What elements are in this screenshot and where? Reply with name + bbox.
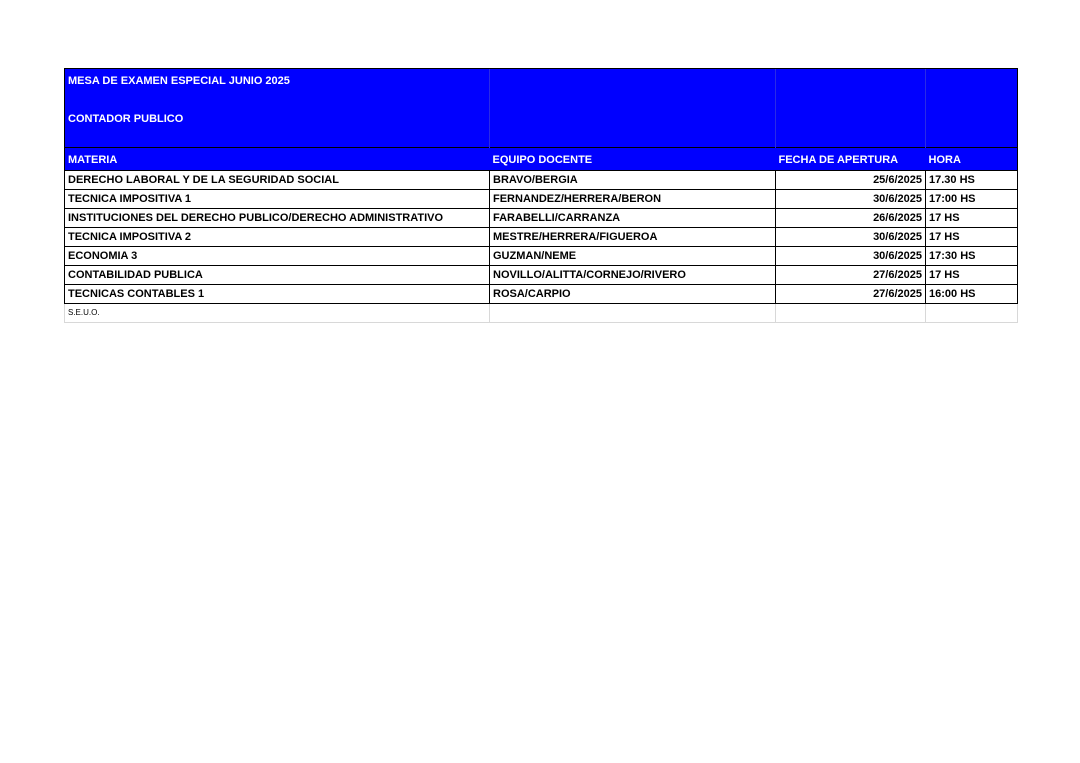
cell-hora: 17:00 HS (926, 189, 1018, 208)
table-row (65, 170, 1018, 189)
table-row (65, 227, 1018, 246)
cell-equipo: ROSA/CARPIO (490, 284, 776, 303)
column-header-fecha: FECHA DE APERTURA (776, 147, 926, 170)
cell-fecha: 27/6/2025 (776, 265, 926, 284)
cell-materia: TECNICA IMPOSITIVA 1 (65, 189, 490, 208)
cell-hora: 17:30 HS (926, 246, 1018, 265)
cell-materia: INSTITUCIONES DEL DERECHO PUBLICO/DERECHO ADMINISTRATIVO (65, 208, 490, 227)
cell-hora: 17 HS (926, 227, 1018, 246)
title-row (65, 69, 1018, 95)
column-header-materia: MATERIA (65, 147, 490, 170)
cell-fecha: 25/6/2025 (776, 170, 926, 189)
cell-equipo: NOVILLO/ALITTA/CORNEJO/RIVERO (490, 265, 776, 284)
cell-equipo: FARABELLI/CARRANZA (490, 208, 776, 227)
cell-hora: 17.30 HS (926, 170, 1018, 189)
page-subtitle: CONTADOR PUBLICO (65, 107, 490, 132)
column-header-equipo: EQUIPO DOCENTE (490, 147, 776, 170)
table-row (65, 265, 1018, 284)
cell-fecha: 30/6/2025 (776, 246, 926, 265)
cell-materia: DERECHO LABORAL Y DE LA SEGURIDAD SOCIAL (65, 170, 490, 189)
table-row (65, 208, 1018, 227)
cell-equipo: BRAVO/BERGIA (490, 170, 776, 189)
cell-equipo: MESTRE/HERRERA/FIGUEROA (490, 227, 776, 246)
cell-hora: 17 HS (926, 208, 1018, 227)
footer-note: S.E.U.O. (65, 303, 490, 322)
cell-materia: CONTABILIDAD PUBLICA (65, 265, 490, 284)
cell-equipo: FERNANDEZ/HERRERA/BERON (490, 189, 776, 208)
column-header-hora: HORA (926, 147, 1018, 170)
cell-hora: 17 HS (926, 265, 1018, 284)
cell-materia: ECONOMIA 3 (65, 246, 490, 265)
subtitle-row (65, 107, 1018, 132)
exam-schedule-sheet (64, 68, 1017, 323)
table-row (65, 189, 1018, 208)
exam-schedule-table (64, 68, 1018, 323)
table-header-row (65, 147, 1018, 170)
table-row (65, 246, 1018, 265)
cell-fecha: 26/6/2025 (776, 208, 926, 227)
footer-row (65, 303, 1018, 322)
table-row (65, 284, 1018, 303)
cell-materia: TECNICA IMPOSITIVA 2 (65, 227, 490, 246)
page-title: MESA DE EXAMEN ESPECIAL JUNIO 2025 (65, 69, 490, 95)
cell-fecha: 27/6/2025 (776, 284, 926, 303)
cell-hora: 16:00 HS (926, 284, 1018, 303)
cell-fecha: 30/6/2025 (776, 189, 926, 208)
cell-equipo: GUZMAN/NEME (490, 246, 776, 265)
cell-fecha: 30/6/2025 (776, 227, 926, 246)
cell-materia: TECNICAS CONTABLES 1 (65, 284, 490, 303)
